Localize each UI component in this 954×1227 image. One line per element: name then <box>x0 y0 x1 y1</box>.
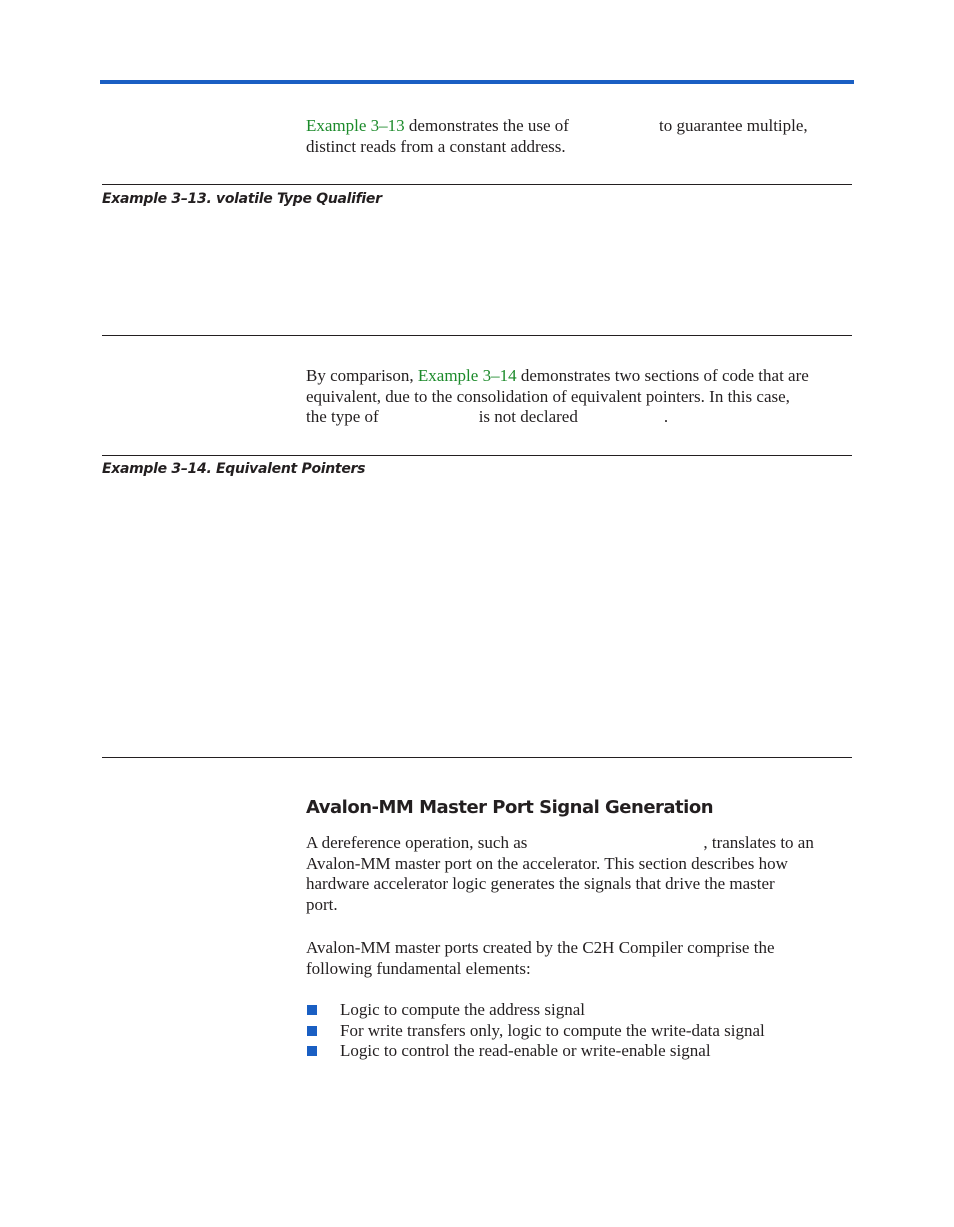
example-bottom-rule <box>102 757 852 758</box>
list-item: Logic to control the read-enable or write-enable signal <box>306 1041 765 1062</box>
list-item: For write transfers only, logic to compute the write-data signal <box>306 1021 765 1042</box>
square-bullet-icon <box>307 1046 317 1056</box>
square-bullet-icon <box>307 1005 317 1015</box>
list-item: Logic to compute the address signal <box>306 1000 765 1021</box>
example-bottom-rule <box>102 335 852 336</box>
example-caption: Example 3–14. Equivalent Pointers <box>102 461 366 477</box>
example-3-14-link[interactable]: Example 3–14 <box>417 366 517 385</box>
example-top-rule <box>102 455 852 456</box>
example-top-rule <box>102 184 852 185</box>
elements-list <box>306 1000 765 1062</box>
section-heading: Avalon-MM Master Port Signal Generation <box>306 797 714 818</box>
example-caption: Example 3–13. volatile Type Qualifier <box>102 191 382 207</box>
square-bullet-icon <box>307 1026 317 1036</box>
example-3-13-link[interactable]: Example 3–13 <box>306 116 405 135</box>
header-rule <box>100 80 854 84</box>
intro-paragraph: Example 3–13 demonstrates the use of to guarantee multiple, distinct reads from a constant address. <box>306 116 808 156</box>
dereference-paragraph: A dereference operation, such as , translates to an Avalon-MM master port on the accelerator. This section describes how hardware accelerator logic generates the signals that drive the master port. <box>306 833 814 915</box>
elements-paragraph: Avalon-MM master ports created by the C2H Compiler comprise the following fundamental elements: <box>306 938 775 978</box>
comparison-paragraph: By comparison, Example 3–14 demonstrates two sections of code that are equivalent, due to the consolidation of equivalent pointers. In this case, the type of is not declared . <box>306 366 809 427</box>
